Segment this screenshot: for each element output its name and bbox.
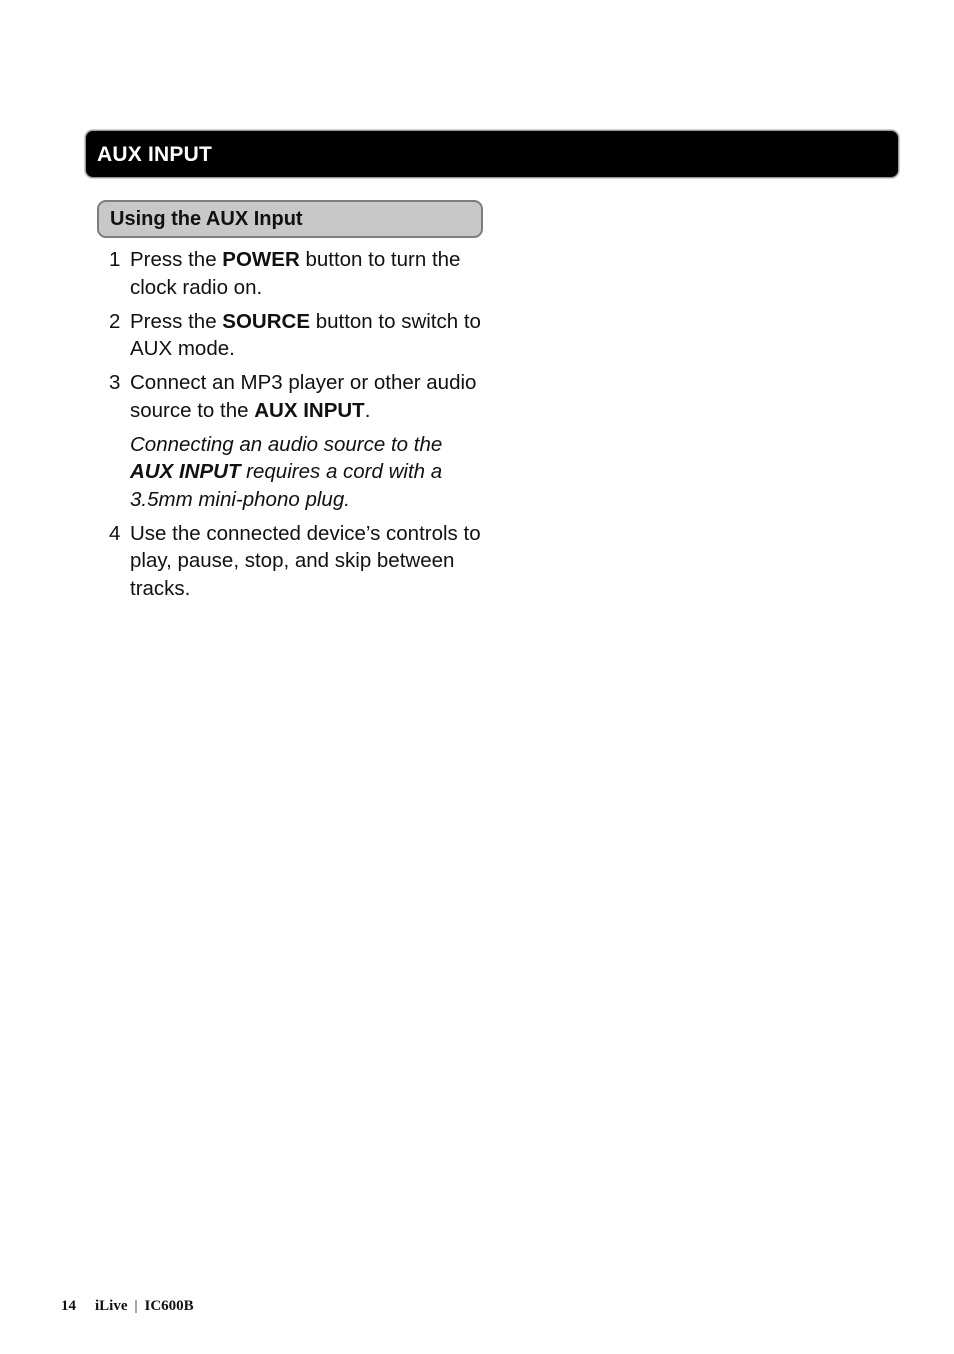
- step-text-bold: POWER: [222, 248, 300, 271]
- step-number: 3: [109, 371, 121, 394]
- step-number: 1: [109, 248, 121, 271]
- step-number: 4: [109, 521, 121, 545]
- section-header-banner: [85, 130, 899, 178]
- step-text-pre: Connect an MP3 player or other audio source to the: [130, 371, 477, 422]
- step-2: [109, 308, 489, 363]
- step-text-post: .: [364, 398, 371, 422]
- step-text: Use the connected device’s controls to play, pause, stop, and skip between tracks.: [130, 521, 481, 600]
- footer-model: IC600B: [144, 1298, 194, 1314]
- step-text-post: button to switch to AUX mode.: [130, 309, 481, 360]
- step-text-pre: Press the: [130, 248, 223, 271]
- note-text-pre: Connecting an audio source to the: [130, 432, 443, 456]
- note-text-bold: AUX INPUT: [130, 460, 241, 483]
- step-4: [109, 520, 489, 603]
- step-number: 2: [109, 309, 121, 333]
- page-number: 14: [61, 1298, 76, 1314]
- step-3: [109, 369, 489, 424]
- step-text-pre: Press the: [130, 309, 223, 333]
- page-footer: [61, 1298, 194, 1315]
- footer-brand: iLive: [95, 1298, 128, 1314]
- note-text-post: requires a cord with a 3.5mm mini-phono plug.: [130, 460, 443, 511]
- step-text-bold: SOURCE: [222, 309, 311, 333]
- instruction-steps: [109, 246, 489, 609]
- subsection-header-banner: [97, 200, 483, 238]
- step-1: [109, 246, 489, 301]
- step-text-bold: AUX INPUT: [254, 398, 365, 422]
- step-text-post: button to turn the clock radio on.: [130, 248, 461, 299]
- subsection-title: Using the AUX Input: [110, 208, 303, 230]
- section-title: AUX INPUT: [97, 143, 212, 166]
- step-3-note: [109, 431, 489, 514]
- footer-separator: |: [134, 1298, 138, 1314]
